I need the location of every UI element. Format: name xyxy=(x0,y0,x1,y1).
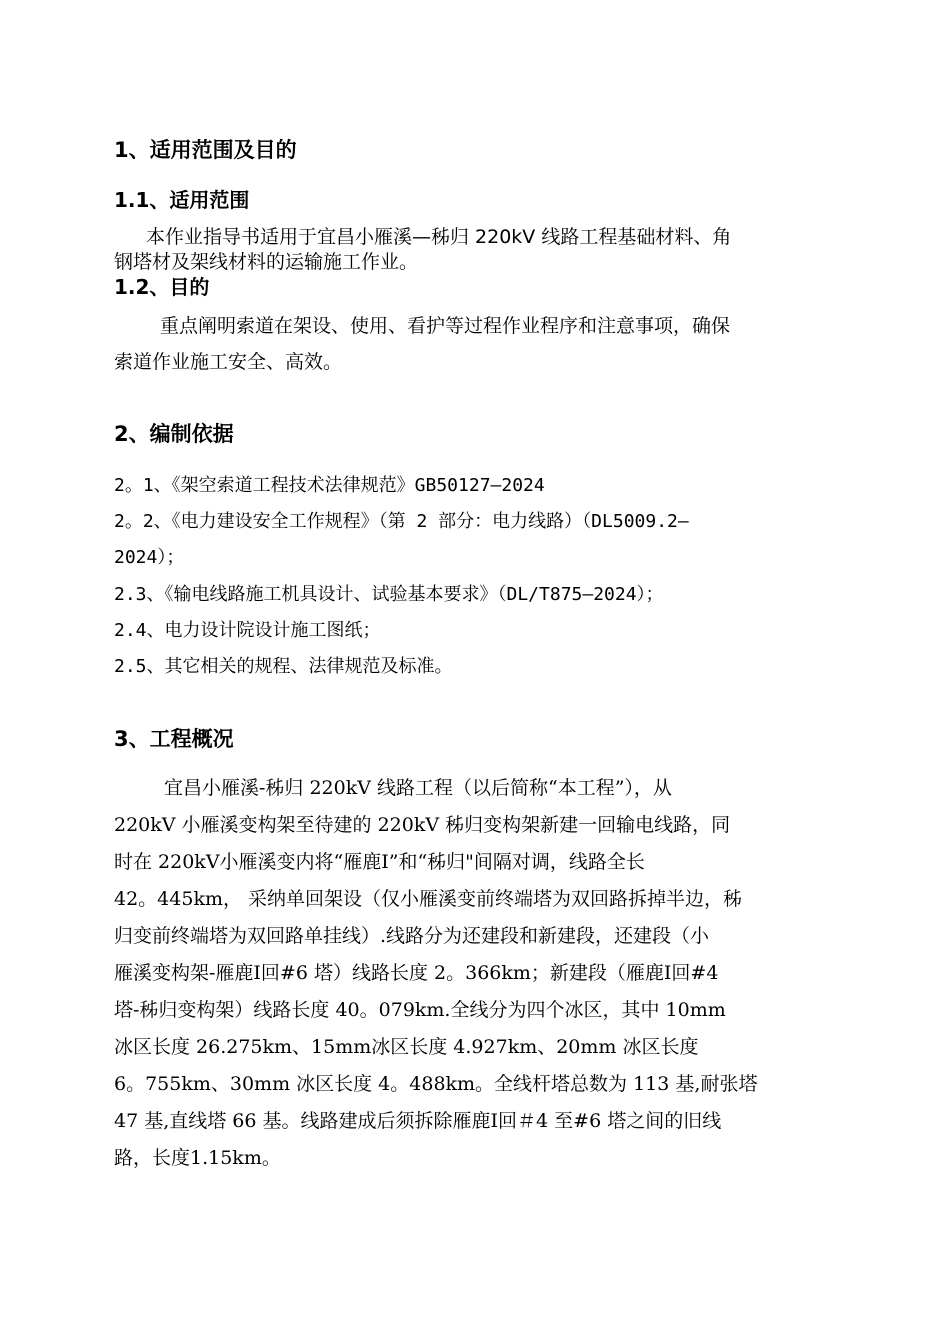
subsection-1-1-heading: 1.1、适用范围 xyxy=(114,188,250,212)
paragraph-line: 42。445km， 采纳单回架设（仅小雁溪变前终端塔为双回路拆掉半边，秭 xyxy=(114,888,743,910)
paragraph-line: 6。755km、30mm 冰区长度 4。488km。全线杆塔总数为 113 基,耐张塔 xyxy=(114,1073,758,1095)
section-2-heading: 2、编制依据 xyxy=(114,422,234,446)
paragraph-line: 本作业指导书适用于宜昌小雁溪—秭归 220kV 线路工程基础材料、角 xyxy=(146,226,732,248)
paragraph-line: 路，长度1.15km。 xyxy=(114,1147,281,1169)
section-3-heading: 3、工程概况 xyxy=(114,727,234,751)
reference-item: 2024）； xyxy=(114,547,185,568)
paragraph-line: 雁溪变构架-雁鹿Ⅰ回#6 塔）线路长度 2。366km；新建段（雁鹿Ⅰ回#4 xyxy=(114,962,719,984)
paragraph-line: 索道作业施工安全、高效。 xyxy=(114,351,343,373)
paragraph-line: 220kV 小雁溪变构架至待建的 220kV 秭归变构架新建一回输电线路，同 xyxy=(114,814,731,836)
paragraph-line: 冰区长度 26.275km、15mm冰区长度 4.927km、20mm 冰区长度 xyxy=(114,1036,699,1058)
paragraph-line: 47 基,直线塔 66 基。线路建成后须拆除雁鹿Ⅰ回＃4 至#6 塔之间的旧线 xyxy=(114,1110,722,1132)
reference-item: 2。2、《电力建设安全工作规程》（第 2 部分：电力线路）（DL5009.2— xyxy=(114,511,689,532)
paragraph-line: 钢塔材及架线材料的运输施工作业。 xyxy=(114,251,419,273)
paragraph-line: 归变前终端塔为双回路单挂线）.线路分为还建段和新建段，还建段（小 xyxy=(114,925,710,947)
reference-item: 2.4、电力设计院设计施工图纸； xyxy=(114,620,381,641)
reference-item: 2.3、《输电线路施工机具设计、试验基本要求》（DL/T875—2024）； xyxy=(114,584,664,605)
paragraph-line: 塔-秭归变构架）线路长度 40。079km.全线分为四个冰区，其中 10mm xyxy=(114,999,726,1021)
paragraph-line: 宜昌小雁溪-秭归 220kV 线路工程（以后简称“本工程”），从 xyxy=(164,777,672,799)
reference-item: 2。1、《架空索道工程技术法律规范》GB50127—2024 xyxy=(114,475,545,496)
paragraph-line: 时在 220kV小雁溪变内将“雁鹿Ⅰ”和“秭归"间隔对调，线路全长 xyxy=(114,851,645,873)
paragraph-line: 重点阐明索道在架设、使用、看护等过程作业程序和注意事项，确保 xyxy=(160,315,731,337)
reference-item: 2.5、其它相关的规程、法律规范及标准。 xyxy=(114,656,453,677)
section-1-heading: 1、适用范围及目的 xyxy=(114,138,297,162)
subsection-1-2-heading: 1.2、目的 xyxy=(114,275,210,299)
